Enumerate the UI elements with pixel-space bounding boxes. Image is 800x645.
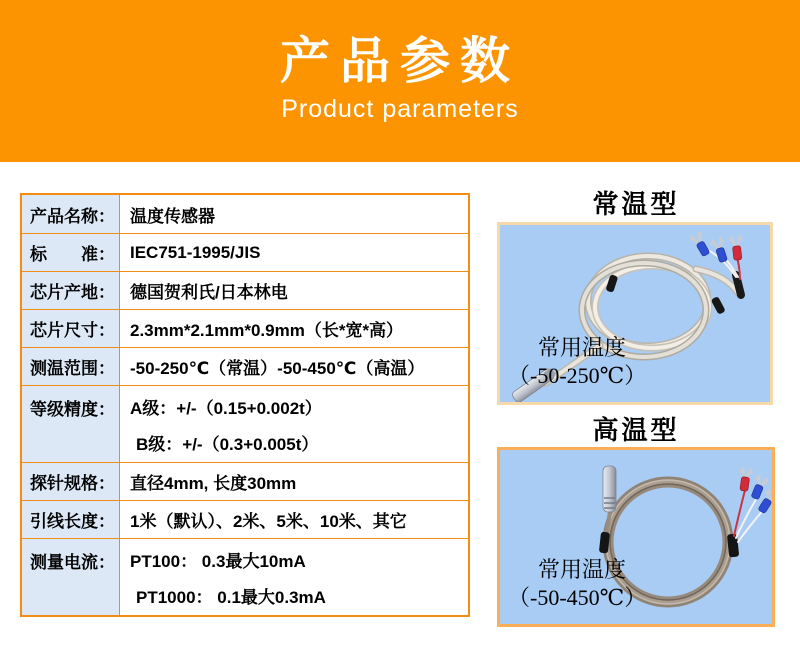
heading-normal-temp-type: 常温型 xyxy=(592,189,680,219)
row-value: 温度传感器 xyxy=(130,206,215,226)
table-row xyxy=(22,271,468,309)
table-row xyxy=(22,233,468,271)
row-label: 引线长度： xyxy=(22,501,120,538)
row-label: 探针规格： xyxy=(22,463,120,500)
row-label: 标 准： xyxy=(22,234,120,271)
row-value: IEC751-1995/JIS xyxy=(130,242,261,262)
row-label: 产品名称： xyxy=(22,195,120,233)
row-label: 测量电流： xyxy=(22,539,120,615)
spec-table xyxy=(20,193,470,617)
row-label: 芯片产地： xyxy=(22,272,120,309)
caption-usual-temp-label: 常用温度 xyxy=(538,335,627,360)
table-row xyxy=(22,195,468,233)
row-value: 1米（默认）、2米、5米、10米、其它 xyxy=(130,512,407,531)
banner xyxy=(0,0,800,162)
page-subtitle: Product parameters xyxy=(281,95,519,123)
table-row xyxy=(22,347,468,385)
row-value-line2: PT1000： 0.1最大0.3mA xyxy=(136,587,326,607)
row-value: 德国贺利氏/日本林电 xyxy=(130,283,288,302)
row-value-line1: A级：+/-（0.15+0.002t） xyxy=(130,398,322,418)
row-value: 2.3mm*2.1mm*0.9mm（长*宽*高） xyxy=(130,321,404,340)
table-row xyxy=(22,385,468,462)
table-row xyxy=(22,462,468,500)
table-row xyxy=(22,500,468,538)
table-row xyxy=(22,309,468,347)
row-value: -50-250℃（常温）-50-450℃（高温） xyxy=(130,359,425,378)
normal-temp-product-image xyxy=(497,222,773,405)
row-value-line1: PT100： 0.3最大10mA xyxy=(130,551,306,571)
heading-high-temp-type: 高温型 xyxy=(592,415,680,445)
caption-temp-range: （-50-450℃） xyxy=(508,585,647,610)
high-temp-product-image xyxy=(497,447,775,627)
row-value: 直径4mm, 长度30mm xyxy=(130,474,297,493)
row-label: 芯片尺寸： xyxy=(22,310,120,347)
row-label: 测温范围： xyxy=(22,348,120,385)
page-title: 产品参数 xyxy=(280,33,520,89)
normal-temp-caption xyxy=(508,334,646,390)
caption-usual-temp-label: 常用温度 xyxy=(538,557,627,582)
table-row xyxy=(22,538,468,615)
row-value-line2: B级：+/-（0.3+0.005t） xyxy=(136,434,319,454)
caption-temp-range: （-50-250℃） xyxy=(508,363,647,388)
high-temp-caption xyxy=(508,556,646,612)
row-label: 等级精度： xyxy=(22,386,120,462)
